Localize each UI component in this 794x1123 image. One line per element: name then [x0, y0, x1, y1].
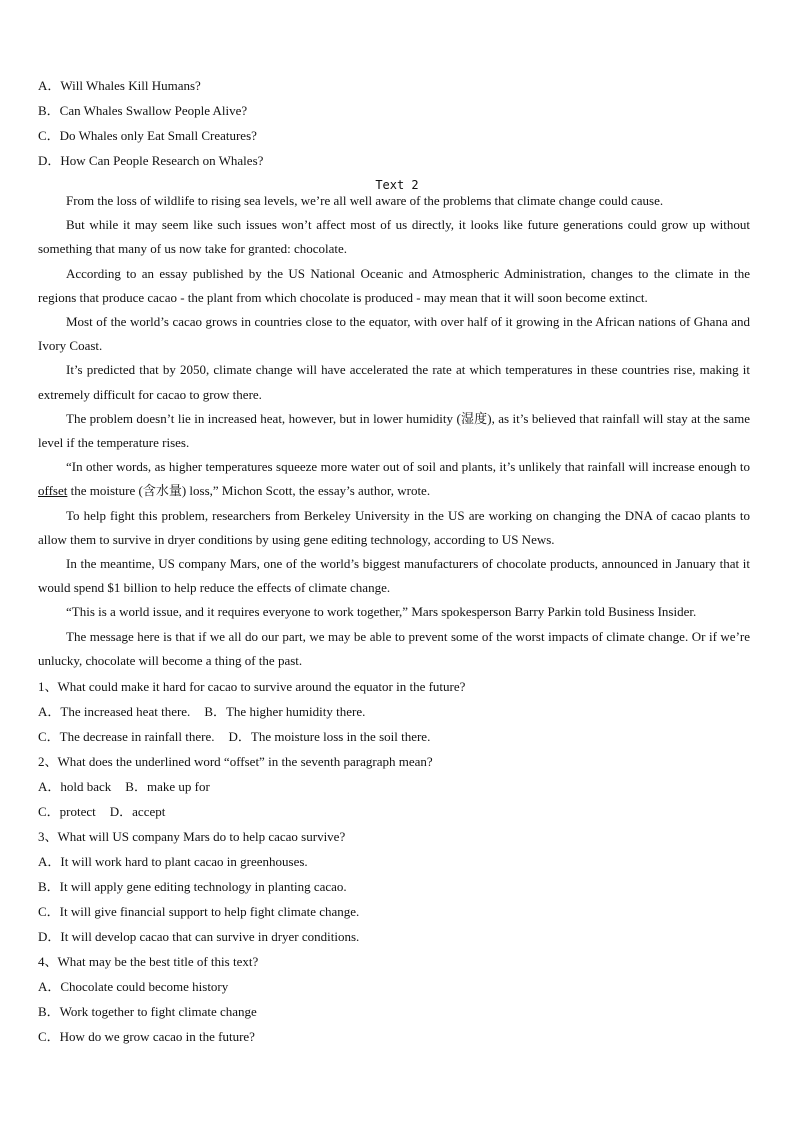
question-1-option-d: D．The moisture loss in the soil there. — [228, 729, 431, 744]
paragraph-4: Most of the world’s cacao grows in countries close to the equator, with over half of it growing in the African nations of Ghana and Ivory Coast. — [38, 314, 750, 354]
question-2-row-1 — [38, 774, 433, 799]
question-1-row-2 — [38, 724, 465, 749]
question-2-option-b: B．make up for — [125, 779, 210, 794]
question-3-option-d: D．It will develop cacao that can survive in dryer conditions. — [38, 929, 360, 944]
question-2-stem: 2、What does the underlined word “offset” in the seventh paragraph mean? — [38, 754, 433, 769]
question-2 — [38, 749, 433, 824]
question-2-option-a: A．hold back — [38, 779, 112, 794]
question-1-option-c: C．The decrease in rainfall there. — [38, 729, 215, 744]
paragraph-9: In the meantime, US company Mars, one of the world’s biggest manufacturers of chocolate products, announced in January that it would spend $1 billion to help reduce the effects of climate change. — [38, 556, 750, 596]
question-2-option-c: C．protect — [38, 804, 96, 819]
paragraph-7 — [38, 455, 750, 503]
paragraph-11: The message here is that if we all do our part, we may be able to prevent some of the worst impacts of climate change. Or if we’re unlucky, chocolate will become a thing of the past. — [38, 628, 750, 668]
question-4 — [38, 949, 258, 1049]
reading-passage — [38, 189, 750, 673]
paragraph-6: The problem doesn’t lie in increased heat, however, but in lower humidity (湿度), as it’s believed that rainfall will stay at the same level if the temperature rises. — [38, 410, 750, 451]
question-3-option-c: C．It will give financial support to help fight climate change. — [38, 904, 360, 919]
question-2-option-d: D．accept — [109, 804, 166, 819]
question-1 — [38, 674, 465, 749]
paragraph-10: “This is a world issue, and it requires everyone to work together,” Mars spokesperson Barry Parkin told Business Insider. — [66, 604, 697, 620]
question-3 — [38, 824, 359, 949]
question-3-option-a: A．It will work hard to plant cacao in greenhouses. — [38, 854, 308, 869]
question-3-stem: 3、What will US company Mars do to help cacao survive? — [38, 829, 346, 844]
question-4-option-a: A．Chocolate could become history — [38, 979, 229, 994]
question-1-option-a: A．The increased heat there. — [38, 704, 191, 719]
question-3-option-b: B．It will apply gene editing technology in planting cacao. — [38, 879, 347, 894]
paragraph-5: It’s predicted that by 2050, climate change will have accelerated the rate at which temperatures in these countries rise, making it extremely difficult for cacao to grow there. — [38, 362, 750, 402]
paragraph-1: From the loss of wildlife to rising sea levels, we’re all well aware of the problems that climate change could cause. — [66, 193, 664, 208]
paragraph-7-start: “In other words, as higher temperatures squeeze more water out of soil and plants, it’s unlikely that rainfall will increase enough to — [66, 459, 750, 475]
paragraph-2: But while it may seem like such issues won’t affect most of us directly, it looks like future generations could grow up without something that many of us now take for granted: chocolate. — [38, 217, 750, 257]
question-1-stem: 1、What could make it hard for cacao to survive around the equator in the future? — [38, 679, 466, 694]
question-1-option-b: B．The higher humidity there. — [204, 704, 366, 719]
text-title: Text 2 — [375, 178, 419, 192]
question-4-option-c: C．How do we grow cacao in the future? — [38, 1029, 255, 1044]
prev-option-b: B．Can Whales Swallow People Alive? — [38, 103, 248, 118]
question-4-stem: 4、What may be the best title of this text? — [38, 954, 259, 969]
underlined-word: offset — [38, 483, 68, 499]
prev-option-c: C．Do Whales only Eat Small Creatures? — [38, 128, 257, 143]
prev-option-d: D．How Can People Research on Whales? — [38, 153, 264, 168]
paragraph-8: To help fight this problem, researchers from Berkeley University in the US are working on changing the DNA of cacao plants to allow them to survive in dryer conditions by using gene editing technology, according to US News. — [38, 507, 750, 547]
question-2-row-2 — [38, 799, 433, 824]
question-4-option-b: B．Work together to fight climate change — [38, 1004, 257, 1019]
prev-option-a: A．Will Whales Kill Humans? — [38, 78, 201, 93]
paragraph-7-end: the moisture (含水量) loss,” Michon Scott, the essay’s author, wrote. — [67, 483, 431, 499]
paragraph-3: According to an essay published by the US National Oceanic and Atmospheric Administration, changes to the climate in the regions that produce cacao - the plant from which chocolate is produced - may mean that it will soon become extinct. — [38, 265, 750, 305]
question-1-row-1 — [38, 699, 465, 724]
